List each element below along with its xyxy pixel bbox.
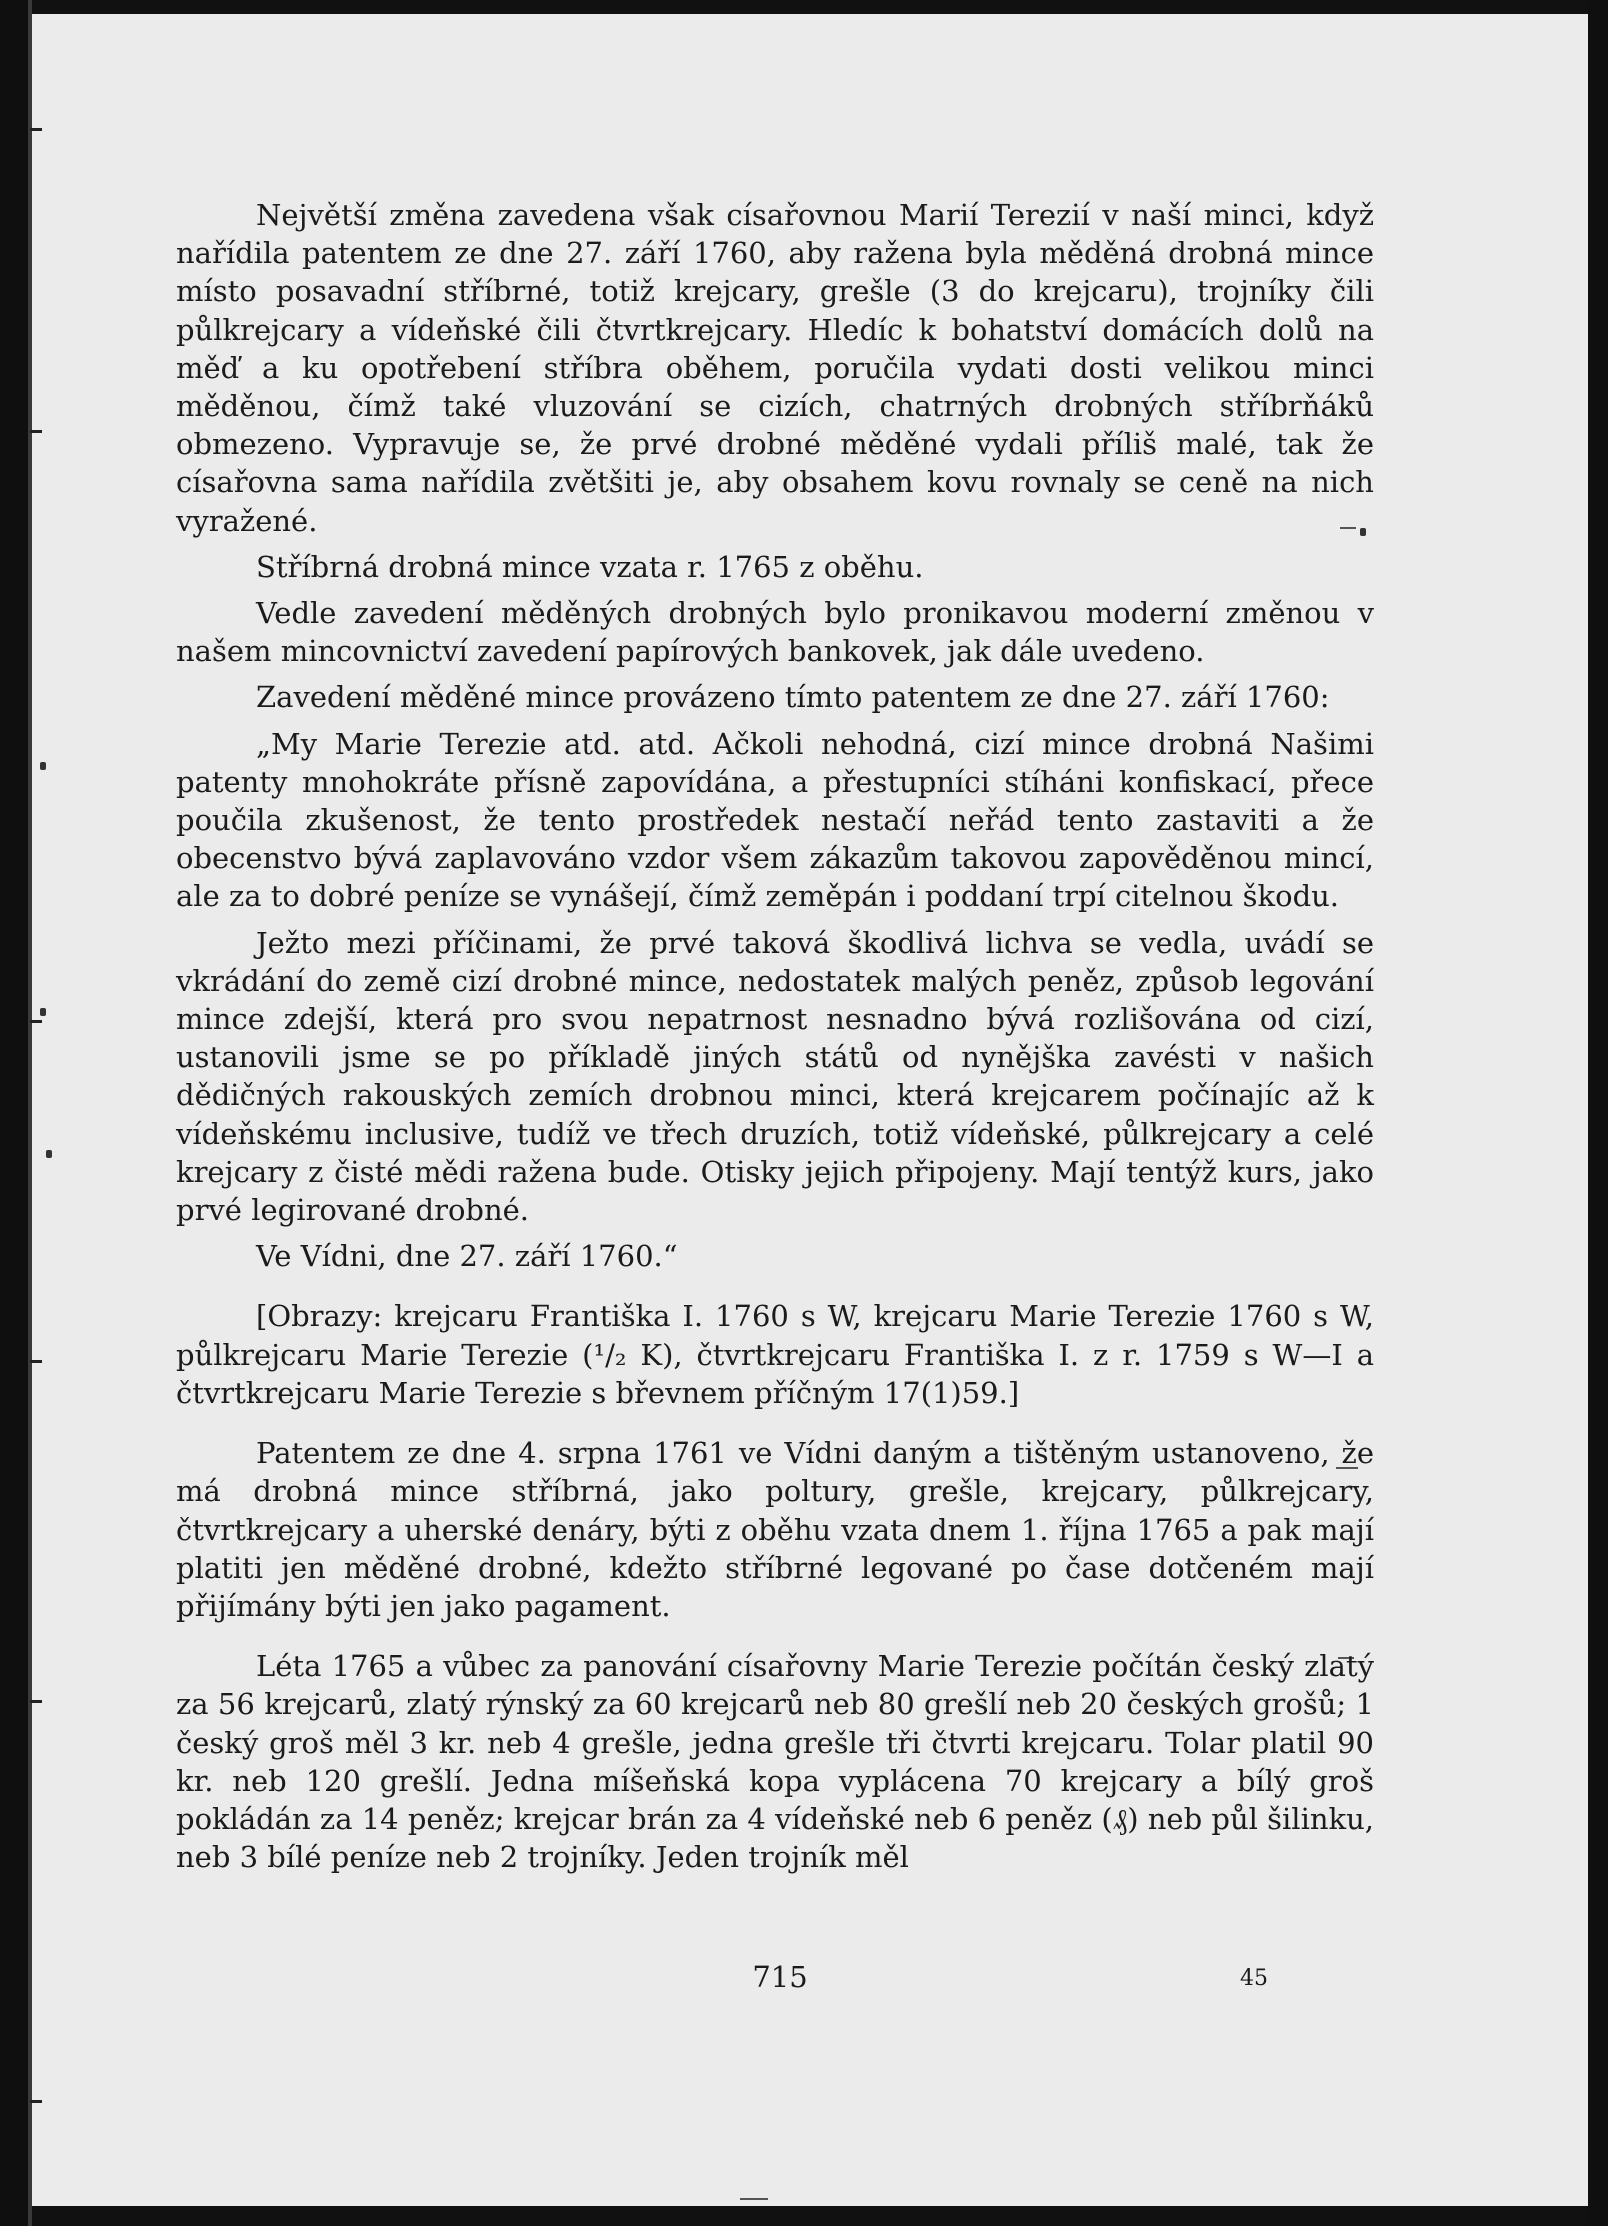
paragraph: [Obrazy: krejcaru Františka I. 1760 s W, krejcaru Marie Terezie 1760 s W, půlkrejcaru Marie Terezie (¹/₂ K), čtvrtkrejcaru Františka I. z r. 1759 s W—I a čtvrtkrejcaru Marie Terezie s břevnem příčným 17(1)59.] xyxy=(176,1299,1374,1410)
margin-speck xyxy=(46,1150,52,1158)
paragraph: Stříbrná drobná mince vzata r. 1765 z oběhu. xyxy=(256,549,924,584)
page-body xyxy=(176,196,1374,1876)
paragraph: Léta 1765 a vůbec za panování císařovny Marie Terezie počítán český zlatý za 56 krejcarů, zlatý rýnský za 60 krejcarů neb 80 grešlí neb 20 českých grošů; 1 český groš měl 3 kr. neb 4 grešle, jedna grešle tři čtvrti krejcaru. Tolar platil 90 kr. neb 120 grešlí. Jedna míšeňská kopa vyplácena 70 krejcary a bílý groš pokládán za 14 peněz; krejcar brán za 4 vídeňské neb 6 peněz (₰) neb půl šilinku, neb 3 bílé peníze neb 2 trojníky. Jeden trojník měl xyxy=(176,1649,1374,1875)
binding-tick xyxy=(30,2100,42,2103)
paragraph: Ve Vídni, dne 27. září 1760.“ xyxy=(256,1239,678,1274)
binding-tick xyxy=(30,1020,42,1023)
scan-edge-bottom xyxy=(0,2206,1608,2226)
scan-edge-top xyxy=(0,0,1608,14)
paragraph: Vedle zavedení měděných drobných bylo pronikavou moderní změnou v našem mincovnictví zavedení papírových bankovek, jak dále uvedeno. xyxy=(176,596,1374,669)
print-speck xyxy=(740,2198,768,2200)
binding-tick xyxy=(30,1360,42,1363)
binding-tick xyxy=(30,1700,42,1703)
scan-edge-left xyxy=(0,0,28,2226)
page-number: 715 xyxy=(752,1960,808,1994)
paragraph: Patentem ze dne 4. srpna 1761 ve Vídni daným a tištěným ustanoveno, že má drobná mince stříbrná, jako poltury, grešle, krejcary, půlkrejcary, čtvrtkrejcary a uherské denáry, býti z oběhu vzata dnem 1. října 1765 a pak mají platiti jen měděné drobné, kdežto stříbrné legované po čase dotčeném mají přijímány býti jen jako pagament. xyxy=(176,1436,1374,1623)
margin-speck xyxy=(40,1008,46,1016)
paragraph: Největší změna zavedena však císařovnou Marií Terezií v naší minci, když nařídila patentem ze dne 27. září 1760, aby ražena byla měděná drobná mince místo posavadní stříbrné, totiž krejcary, grešle (3 do krejcaru), trojníky čili půlkrejcary a vídeňské čili čtvrtkrejcary. Hledíc k bohatství domácích dolů na měď a ku opotřebení stříbra oběhem, poručila vydati dosti velikou minci měděnou, čímž také vluzování se cizích, chatrných drobných stříbrňáků obmezeno. Vypravuje se, že prvé drobné měděné vydali příliš malé, tak že císařovna sama nařídila zvětšiti je, aby obsahem kovu rovnaly se ceně na nich vyražené. xyxy=(176,198,1374,538)
paragraph: Ježto mezi příčinami, že prvé taková škodlivá lichva se vedla, uvádí se vkrádání do země cizí drobné mince, nedostatek malých peněz, způsob legování mince zdejší, která pro svou nepatrnost nesnadno bývá rozlišována od cizí, ustanovili jsme se po příkladě jiných států od nynějška zavésti v našich dědičných rakouských zemích drobnou minci, která krejcarem počínajíc až k vídeňskému inclusive, tudíž ve třech druzích, totiž vídeňské, půlkrejcary a celé krejcary z čisté mědi ražena bude. Otisky jejich připojeny. Mají tentýž kurs, jako prvé legirované drobné. xyxy=(176,925,1374,1228)
signature-mark: 45 xyxy=(1240,1966,1268,1991)
margin-speck xyxy=(40,762,46,770)
binding-tick xyxy=(30,430,42,433)
scan-edge-left-inner xyxy=(28,0,32,2226)
paragraph: Zavedení měděné mince provázeno tímto patentem ze dne 27. září 1760: xyxy=(256,680,1330,715)
binding-tick xyxy=(30,128,42,131)
paragraph: „My Marie Terezie atd. atd. Ačkoli nehodná, cizí mince drobná Našimi patenty mnohokráte přísně zapovídána, a přestupníci stíháni konfiskací, přece poučila zkušenost, že tento prostředek nestačí neřád tento zastaviti a že obecenstvo bývá zaplavováno vzdor všem zákazům takovou zapověděnou mincí, ale za to dobré peníze se vynášejí, čímž zeměpán i poddaní trpí citelnou škodu. xyxy=(176,726,1374,914)
scan-edge-right xyxy=(1588,0,1608,2226)
